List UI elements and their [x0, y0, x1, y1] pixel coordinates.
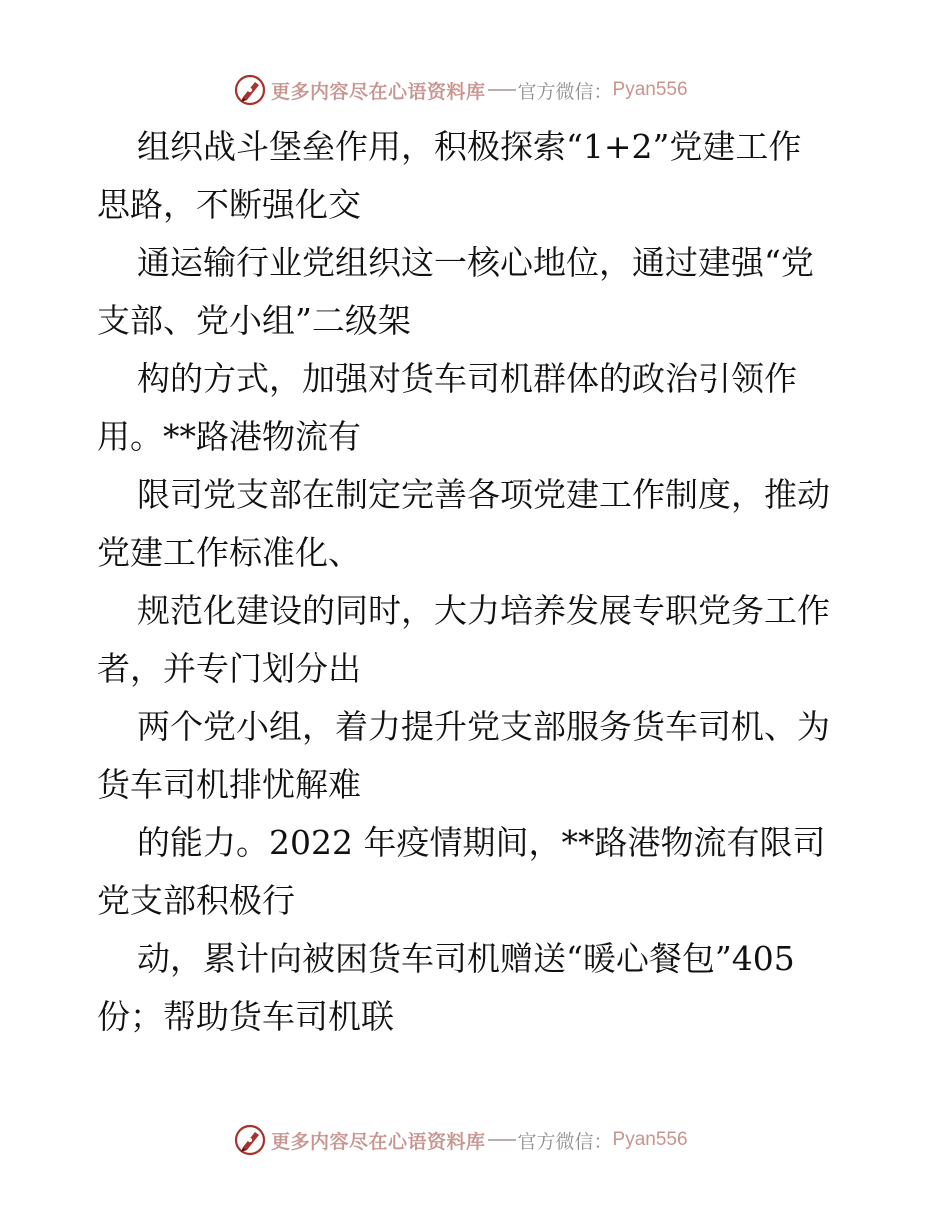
paragraph-line: 限司党支部在制定完善各项党建工作制度，推动: [137, 475, 830, 514]
watermark-dash: [488, 89, 516, 91]
paragraph: [97, 350, 857, 466]
watermark-contact-label: 官方微信：: [517, 1130, 613, 1153]
paragraph-line: 者，并专门划分出: [97, 649, 361, 688]
paragraph-line: 的能力。2022 年疫情期间，**路港物流有限司: [137, 823, 826, 862]
paragraph: [97, 466, 857, 582]
footer-watermark: [233, 1120, 688, 1160]
watermark-brand: 更多内容尽在心语资料库: [271, 1130, 486, 1153]
watermark-dash: [488, 1139, 516, 1141]
paragraph-line: 规范化建设的同时，大力培养发展专职党务工作: [137, 591, 830, 630]
paragraph: [97, 930, 857, 1046]
watermark-brand: 更多内容尽在心语资料库: [271, 80, 486, 103]
paragraph-line: 思路，不断强化交: [97, 185, 361, 224]
paragraph: [97, 814, 857, 930]
watermark-contact-id: Pyan556: [612, 1129, 688, 1150]
watermark-contact-id: Pyan556: [612, 79, 688, 100]
paragraph-line: 通运输行业党组织这一核心地位，通过建强“党: [137, 243, 814, 282]
paragraph: [97, 118, 857, 234]
pen-logo-icon: [233, 73, 267, 107]
paragraph-line: 动，累计向被困货车司机赠送“暖心餐包”405: [137, 939, 795, 978]
paragraph-line: 两个党小组，着力提升党支部服务货车司机、为: [137, 707, 830, 746]
paragraph-line: 支部、党小组”二级架: [97, 301, 411, 340]
paragraph-line: 党建工作标准化、: [97, 533, 361, 572]
paragraph-line: 构的方式，加强对货车司机群体的政治引领作: [137, 359, 797, 398]
header-watermark: [233, 70, 688, 110]
watermark-contact-label: 官方微信：: [517, 80, 613, 103]
paragraph-line: 份；帮助货车司机联: [97, 997, 394, 1036]
paragraph: [97, 698, 857, 814]
paragraph: [97, 582, 857, 698]
paragraph: [97, 234, 857, 350]
paragraph-line: 用。**路港物流有: [97, 417, 361, 456]
document-body: [97, 118, 857, 1046]
pen-logo-icon: [233, 1123, 267, 1157]
paragraph-line: 组织战斗堡垒作用，积极探索“1+2”党建工作: [137, 127, 802, 166]
paragraph-line: 党支部积极行: [97, 881, 295, 920]
paragraph-line: 货车司机排忧解难: [97, 765, 361, 804]
